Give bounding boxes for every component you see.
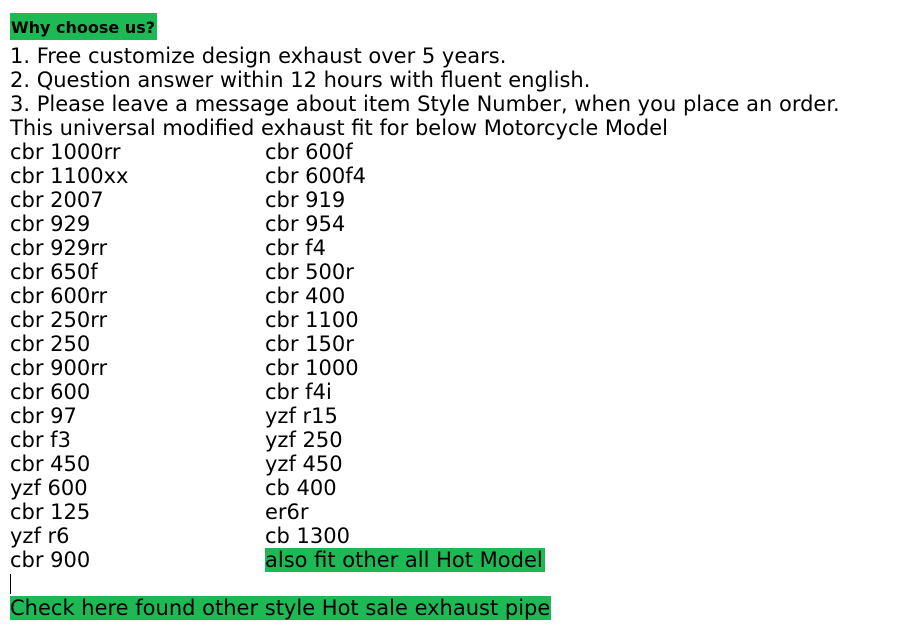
list-item	[10, 356, 905, 380]
intro-text: This universal modified exhaust fit for below Motorcycle Model	[10, 116, 668, 140]
model-left: cbr 2007	[10, 188, 104, 212]
list-item	[10, 188, 905, 212]
text-cursor-line	[10, 572, 905, 596]
model-right: er6r	[265, 500, 309, 524]
model-left: cbr 125	[10, 500, 91, 524]
hot-sale-link[interactable]: Check here found other style Hot sale exhaust pipe	[10, 596, 551, 620]
model-left: cbr 929	[10, 212, 91, 236]
model-list	[10, 140, 905, 572]
model-right: yzf 450	[265, 452, 343, 476]
point-3: 3. Please leave a message about item Style Number, when you place an order.	[10, 92, 840, 116]
model-left: yzf r6	[10, 524, 70, 548]
model-right: cbr 400	[265, 284, 346, 308]
model-left: cbr 650f	[10, 260, 98, 284]
model-left: yzf 600	[10, 476, 88, 500]
list-item	[10, 404, 905, 428]
document-body	[10, 13, 905, 621]
model-left: cbr 250rr	[10, 308, 108, 332]
model-right: cbr 500r	[265, 260, 354, 284]
model-left: cbr 600rr	[10, 284, 108, 308]
model-right: cb 400	[265, 476, 337, 500]
list-item	[10, 212, 905, 236]
text-caret	[10, 574, 11, 594]
model-left: cbr 250	[10, 332, 91, 356]
list-item	[10, 524, 905, 548]
model-right: cbr 1000	[265, 356, 359, 380]
model-right: cbr 600f4	[265, 164, 367, 188]
section-heading: Why choose us?	[10, 13, 157, 40]
list-item	[10, 548, 905, 572]
model-right: yzf r15	[265, 404, 338, 428]
also-fit-highlight: also fit other all Hot Model	[265, 548, 543, 572]
model-right: cbr 1100	[265, 308, 359, 332]
model-left: cbr 1000rr	[10, 140, 121, 164]
list-item	[10, 452, 905, 476]
model-right: cbr 919	[265, 188, 346, 212]
list-item	[10, 308, 905, 332]
model-right: cbr 600f	[265, 140, 353, 164]
model-left: cbr 900	[10, 548, 91, 572]
model-left: cbr f3	[10, 428, 71, 452]
list-item	[10, 500, 905, 524]
list-item	[10, 476, 905, 500]
list-item	[10, 332, 905, 356]
model-right: yzf 250	[265, 428, 343, 452]
model-left: cbr 97	[10, 404, 77, 428]
list-item	[10, 284, 905, 308]
model-left: cbr 1100xx	[10, 164, 129, 188]
heading-line	[10, 13, 905, 40]
model-left: cbr 600	[10, 380, 91, 404]
point-2: 2. Question answer within 12 hours with fluent english.	[10, 68, 591, 92]
link-line	[10, 596, 905, 621]
list-item	[10, 428, 905, 452]
point-1: 1. Free customize design exhaust over 5 years.	[10, 44, 507, 68]
model-right: cbr f4	[265, 236, 326, 260]
list-item	[10, 260, 905, 284]
also-fit-note	[265, 548, 905, 572]
list-item	[10, 380, 905, 404]
model-left: cbr 450	[10, 452, 91, 476]
model-right: cbr 954	[265, 212, 346, 236]
model-left: cbr 900rr	[10, 356, 108, 380]
list-item	[10, 140, 905, 164]
model-left: cbr 929rr	[10, 236, 108, 260]
list-item	[10, 164, 905, 188]
model-right: cb 1300	[265, 524, 350, 548]
model-right: cbr f4i	[265, 380, 332, 404]
model-right: cbr 150r	[265, 332, 354, 356]
list-item	[10, 236, 905, 260]
